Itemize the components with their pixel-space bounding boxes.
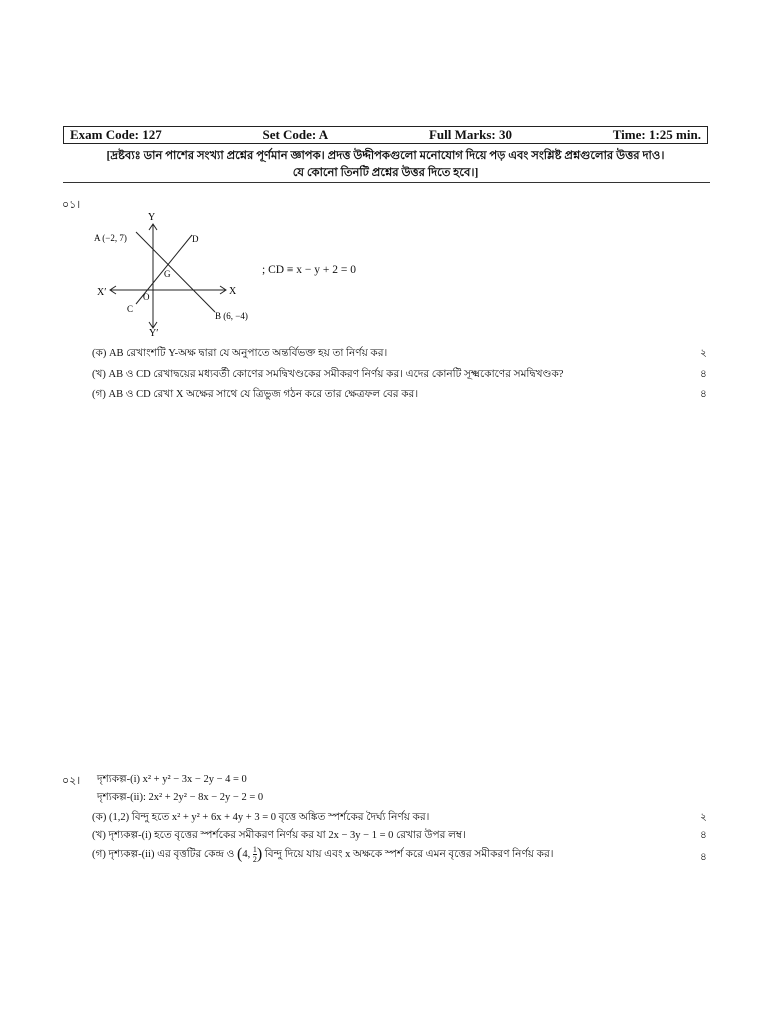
q2-part-c-marks: ৪ (700, 852, 707, 863)
question-2-number: ০২। (62, 775, 81, 787)
label-x: X (229, 286, 237, 297)
set-code: Set Code: A (262, 127, 329, 142)
instructions (63, 148, 708, 182)
q1-part-a-marks: ২ (700, 348, 707, 359)
cd-equation: ; CD ≡ x − y + 2 = 0 (262, 264, 356, 276)
fraction-denominator: 2 (252, 855, 257, 864)
label-origin: O (143, 292, 150, 302)
label-point-a: A (−2, 7) (94, 233, 127, 243)
q1-part-c: (গ) AB ও CD রেখা X অক্ষের সাথে যে ত্রিভুজ গঠন করে তার ক্ষেত্রফল বের কর। (92, 389, 419, 400)
exam-header (63, 126, 708, 144)
instructions-line-1: [দ্রষ্টব্যঃ ডান পাশের সংখ্যা প্রশ্নের পূর্ণমান জ্ঞাপক। প্রদত্ত উদ্দীপকগুলো মনোযোগ দিয়ে পড় এবং সংশ্লিষ্ট প্রশ্নগুলোর উত্তর দাও। (106, 150, 665, 162)
question-1-number: ০১। (62, 199, 81, 211)
q2-part-b-marks: ৪ (700, 830, 707, 841)
q1-part-a: (ক) AB রেখাংশটি Y-অক্ষ দ্বারা যে অনুপাতে অন্তর্বিভক্ত হয় তা নির্ণয় কর। (92, 348, 388, 359)
exam-time: Time: 1:25 min. (612, 127, 701, 142)
label-point-c: C (127, 304, 134, 314)
q2-part-c-prefix: (গ) দৃশ্যকল্প-(ii) এর বৃত্তটির কেন্দ্র ও (92, 848, 238, 860)
q2-part-c-suffix: বিন্দু দিয়ে যায় এবং x অক্ষকে স্পর্শ করে এমন বৃত্তের সমীকরণ নির্ণয় কর। (262, 848, 554, 860)
q1-part-b-marks: ৪ (700, 369, 707, 380)
q1-part-c-marks: ৪ (700, 389, 707, 400)
q2-scenario-2: দৃশ্যকল্প-(ii): 2x² + 2y² − 8x − 2y − 2 = 0 (97, 792, 264, 803)
header-divider (63, 182, 710, 183)
label-point-g: G (164, 269, 171, 279)
full-marks: Full Marks: 30 (428, 127, 512, 142)
q1-part-b: (খ) AB ও CD রেখাদ্বয়ের মধ্যবর্তী কোণের সমদ্বিখণ্ডকের সমীকরণ নির্ণয় কর। এদের কোনটি সূক্ষ্মকোণের সমদ্বিখণ্ডক? (92, 369, 564, 380)
label-y: Y (148, 212, 156, 223)
q2-scenario-1: দৃশ্যকল্প-(i) x² + y² − 3x − 2y − 4 = 0 (97, 774, 247, 785)
q2-part-c-point-x: 4, (242, 848, 253, 860)
q2-part-c-close-paren: ) (256, 845, 263, 863)
label-point-b: B (6, −4) (215, 311, 248, 321)
label-y-prime: Y′ (149, 328, 159, 338)
q2-part-c (92, 845, 554, 864)
label-point-d: D (192, 234, 199, 244)
coordinate-figure (88, 208, 258, 338)
q2-part-b: (খ) দৃশ্যকল্প-(i) হতে বৃত্তের স্পর্শকের সমীকরণ নির্ণয় কর যা 2x − 3y − 1 = 0 রেখার উপর লম্ব। (92, 830, 466, 841)
q2-part-a-marks: ২ (700, 812, 707, 823)
exam-code: Exam Code: 127 (70, 127, 162, 142)
q2-part-a: (ক) (1,2) বিন্দু হতে x² + y² + 6x + 4y + 3 = 0 বৃত্তে অঙ্কিত স্পর্শকের দৈর্ঘ্য নির্ণয় কর। (92, 812, 430, 823)
q2-part-c-open-paren: ( (237, 845, 243, 863)
label-x-prime: X′ (97, 287, 107, 298)
fraction-numerator: 1 (252, 845, 257, 854)
instructions-line-2: যে কোনো তিনটি প্রশ্নের উত্তর দিতে হবে।] (292, 167, 479, 179)
